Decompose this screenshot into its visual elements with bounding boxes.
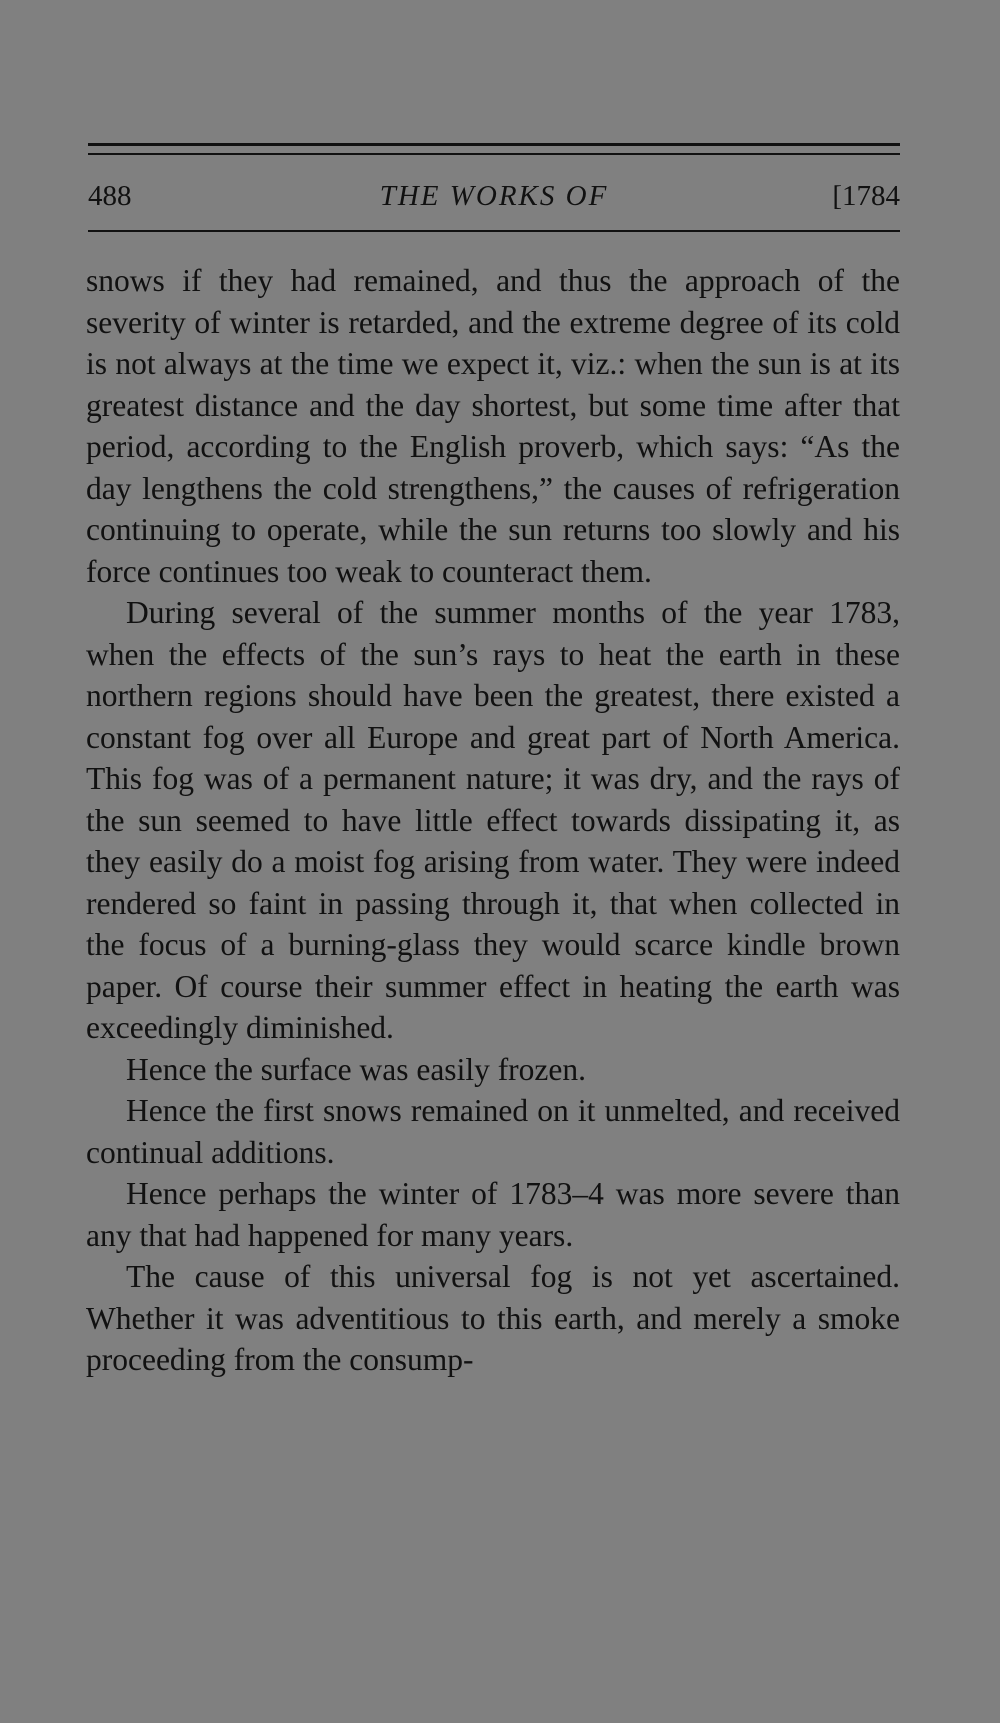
page-number: 488 [88, 180, 132, 212]
running-header [88, 176, 900, 216]
paragraph: Hence the first snows remained on it unmelted, and received continual additions. [86, 1093, 900, 1170]
year-mark: [1784 [832, 180, 900, 212]
header-bottom-rule [88, 230, 900, 232]
body-text [86, 260, 900, 1381]
header-second-rule [88, 153, 900, 155]
paragraph: Hence perhaps the winter of 1783–4 was more severe than any that had happened for many years. [86, 1176, 900, 1253]
paragraph: The cause of this universal fog is not yet ascertained. Whether it was adventitious to this earth, and merely a smoke proceeding from the consump- [86, 1259, 900, 1377]
paragraph: Hence the surface was easily frozen. [126, 1051, 587, 1087]
header-top-rule [88, 143, 900, 146]
paragraph: During several of the summer months of the year 1783, when the effects of the sun’s rays to heat the earth in these northern regions should have been the greatest, there existed a constant fog over all Europe and great part of North America. This fog was of a permanent nature; it was dry, and the rays of the sun seemed to have little effect towards dissipating it, as they easily do a moist fog arising from water. They were indeed rendered so faint in passing through it, that when collected in the focus of a burning-glass they would scarce kindle brown paper. Of course their summer effect in heating the earth was exceedingly diminished. [86, 595, 900, 1045]
running-title: THE WORKS OF [379, 180, 609, 212]
paragraph-continued: snows if they had remained, and thus the approach of the severity of winter is retarded, and the extreme degree of its cold is not always at the time we expect it, viz.: when the sun is at its greatest distance and the day shortest, but some time after that period, according to the English proverb, which says: “As the day lengthens the cold strengthens,” the causes of refrigeration continuing to operate, while the sun returns too slowly and his force continues too weak to counteract them. [86, 263, 900, 589]
